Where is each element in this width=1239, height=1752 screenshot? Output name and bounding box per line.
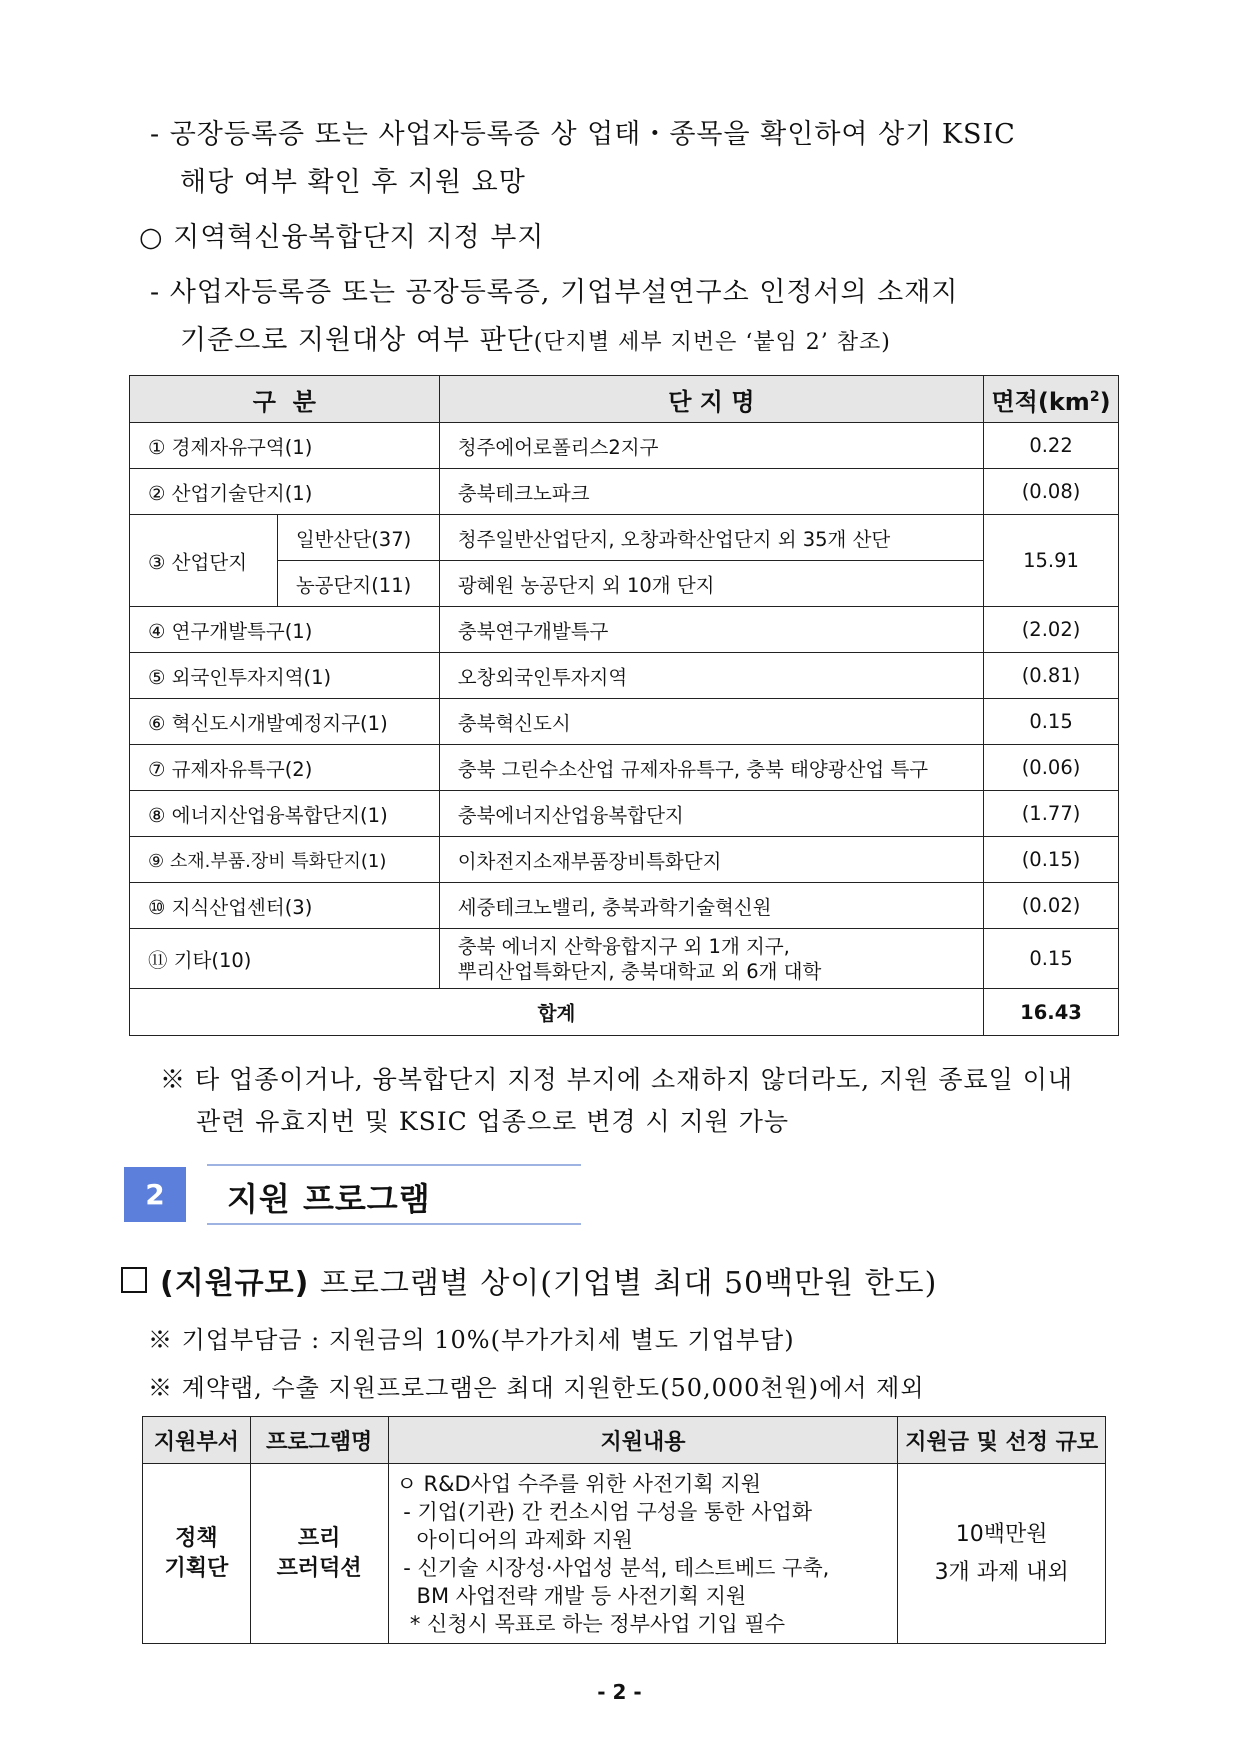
zone-category: ① 경제자유구역(1) <box>130 423 440 469</box>
zone-name: 충북혁신도시 <box>439 699 983 745</box>
zone-name: 충북 그린수소산업 규제자유특구, 충북 태양광산업 특구 <box>439 745 983 791</box>
intro-line-4: - 사업자등록증 또는 공장등록증, 기업부설연구소 인정서의 소재지 <box>150 277 959 308</box>
list-item: * 신청시 목표로 하는 정부사업 기입 필수 <box>396 1611 786 1636</box>
program-dept-line-1: 정책 <box>175 1525 218 1551</box>
page-number: - 2 - <box>597 1680 642 1704</box>
section-number: 2 <box>124 1167 186 1222</box>
total-value: 16.43 <box>984 989 1119 1036</box>
program-amount-line-2: 3개 과제 내외 <box>934 1559 1069 1585</box>
intro-line-5-note: (단지별 세부 지번은 ‘붙임 2’ 참조) <box>533 330 891 355</box>
zone-name-line-1: 충북 에너지 산학융합지구 외 1개 지구, <box>457 934 790 958</box>
zone-name <box>439 929 983 989</box>
table-row <box>130 653 1119 699</box>
table-row <box>130 607 1119 653</box>
program-header-amount: 지원금 및 선정 규모 <box>898 1417 1106 1464</box>
scale-label: (지원규모) <box>160 1266 310 1301</box>
zone-category: ⑩ 지식산업센터(3) <box>130 883 440 929</box>
checkbox-icon <box>121 1267 147 1293</box>
zone-area: (0.15) <box>984 837 1119 883</box>
program-dept-line-2: 기획단 <box>164 1555 229 1581</box>
zones-header-area: 면적$(km^2)$ <box>984 376 1119 423</box>
intro-line-1: - 공장등록증 또는 사업자등록증 상 업태・종목을 확인하여 상기 KSIC <box>150 119 1016 150</box>
zone-area: (0.06) <box>984 745 1119 791</box>
zone-name: 충북연구개발특구 <box>439 607 983 653</box>
zone-area: (0.81) <box>984 653 1119 699</box>
table-row <box>130 699 1119 745</box>
table-row <box>143 1464 1106 1644</box>
zone-name: 오창외국인투자지역 <box>439 653 983 699</box>
program-name <box>250 1464 388 1644</box>
table-row <box>130 423 1119 469</box>
program-name-line-2: 프러덕션 <box>276 1555 362 1581</box>
section-title-box <box>207 1164 581 1225</box>
zone-name: 세중테크노밸리, 충북과학기술혁신원 <box>439 883 983 929</box>
zone-name: 충북에너지산업융복합단지 <box>439 791 983 837</box>
zones-header-name: 단 지 명 <box>439 376 983 423</box>
total-row <box>130 989 1119 1036</box>
zone-category: ⑥ 혁신도시개발예정지구(1) <box>130 699 440 745</box>
zone-name: 청주일반산업단지, 오창과학산업단지 외 35개 산단 <box>439 515 983 561</box>
table-row <box>130 929 1119 989</box>
program-header-program: 프로그램명 <box>250 1417 388 1464</box>
zone-category: ⑦ 규제자유특구(2) <box>130 745 440 791</box>
program-name-line-1: 프리 <box>297 1525 341 1551</box>
table-row <box>130 791 1119 837</box>
table-row <box>130 883 1119 929</box>
program-header-content: 지원내용 <box>388 1417 898 1464</box>
zones-header-row <box>130 376 1119 423</box>
program-dept <box>143 1464 251 1644</box>
intro-line-2: 해당 여부 확인 후 지원 요망 <box>180 167 526 198</box>
zone-name: 청주에어로폴리스2지구 <box>439 423 983 469</box>
zone-name: 광혜원 농공단지 외 10개 단지 <box>439 561 983 607</box>
zone-note-line-1: ※ 타 업종이거나, 융복합단지 지정 부지에 소재하지 않더라도, 지원 종료일 이내 <box>160 1065 1074 1094</box>
program-header-row <box>143 1417 1106 1464</box>
zone-area: 0.15 <box>984 929 1119 989</box>
scale-line <box>160 1258 937 1302</box>
table-row <box>130 469 1119 515</box>
zone-category: ② 산업기술단지(1) <box>130 469 440 515</box>
zone-area: (0.08) <box>984 469 1119 515</box>
zone-area: 0.15 <box>984 699 1119 745</box>
list-item: - 신기술 시장성·사업성 분석, 테스트베드 구축, <box>396 1555 830 1580</box>
zone-category: ⑧ 에너지산업융복합단지(1) <box>130 791 440 837</box>
zone-area: 15.91 <box>984 515 1119 607</box>
table-row <box>130 561 1119 607</box>
list-item: BM 사업전략 개발 등 사전기획 지원 <box>396 1583 747 1608</box>
zone-category: ③ 산업단지 <box>130 515 278 607</box>
zone-area: (0.02) <box>984 883 1119 929</box>
intro-line-3: ○ 지역혁신융복합단지 지정 부지 <box>139 222 545 253</box>
scale-note-2: ※ 계약랩, 수출 지원프로그램은 최대 지원한도(50,000천원)에서 제외 <box>148 1374 925 1402</box>
table-row <box>130 837 1119 883</box>
scale-text: 프로그램별 상이(기업별 최대 50백만원 한도) <box>319 1266 938 1301</box>
table-row <box>130 745 1119 791</box>
zone-area: (1.77) <box>984 791 1119 837</box>
program-content <box>388 1464 898 1644</box>
intro-line-5-main: 기준으로 지원대상 여부 판단 <box>180 325 534 356</box>
intro-line-5 <box>180 318 891 357</box>
zone-subcategory: 일반산단(37) <box>277 515 439 561</box>
program-amount <box>898 1464 1106 1644</box>
program-header-dept: 지원부서 <box>143 1417 251 1464</box>
section-title: 지원 프로그램 <box>227 1180 431 1218</box>
table-row <box>130 515 1119 561</box>
total-label: 합계 <box>130 989 984 1036</box>
zone-category: ④ 연구개발특구(1) <box>130 607 440 653</box>
zone-area: 0.22 <box>984 423 1119 469</box>
zone-note-line-2: 관련 유효지번 및 KSIC 업종으로 변경 시 지원 가능 <box>196 1107 790 1136</box>
zone-category: ⑨ 소재.부품.장비 특화단지(1) <box>130 837 440 883</box>
zones-header-category: 구 분 <box>130 376 440 423</box>
program-amount-line-1: 10백만원 <box>955 1521 1048 1547</box>
zone-name-line-2: 뿌리산업특화단지, 충북대학교 외 6개 대학 <box>457 959 822 983</box>
zone-name: 이차전지소재부품장비특화단지 <box>439 837 983 883</box>
list-item: - 기업(기관) 간 컨소시엄 구성을 통한 사업화 <box>396 1499 813 1524</box>
list-item: 아이디어의 과제화 지원 <box>396 1527 633 1552</box>
zone-category: ⑪ 기타(10) <box>130 929 440 989</box>
zones-table <box>129 375 1119 1036</box>
zone-area: (2.02) <box>984 607 1119 653</box>
scale-note-1: ※ 기업부담금 : 지원금의 10%(부가가치세 별도 기업부담) <box>148 1326 795 1354</box>
zone-subcategory: 농공단지(11) <box>277 561 439 607</box>
program-table <box>142 1416 1106 1644</box>
zone-category: ⑤ 외국인투자지역(1) <box>130 653 440 699</box>
zone-name: 충북테크노파크 <box>439 469 983 515</box>
list-item: ㅇ R&D사업 수주를 위한 사전기획 지원 <box>396 1471 762 1496</box>
